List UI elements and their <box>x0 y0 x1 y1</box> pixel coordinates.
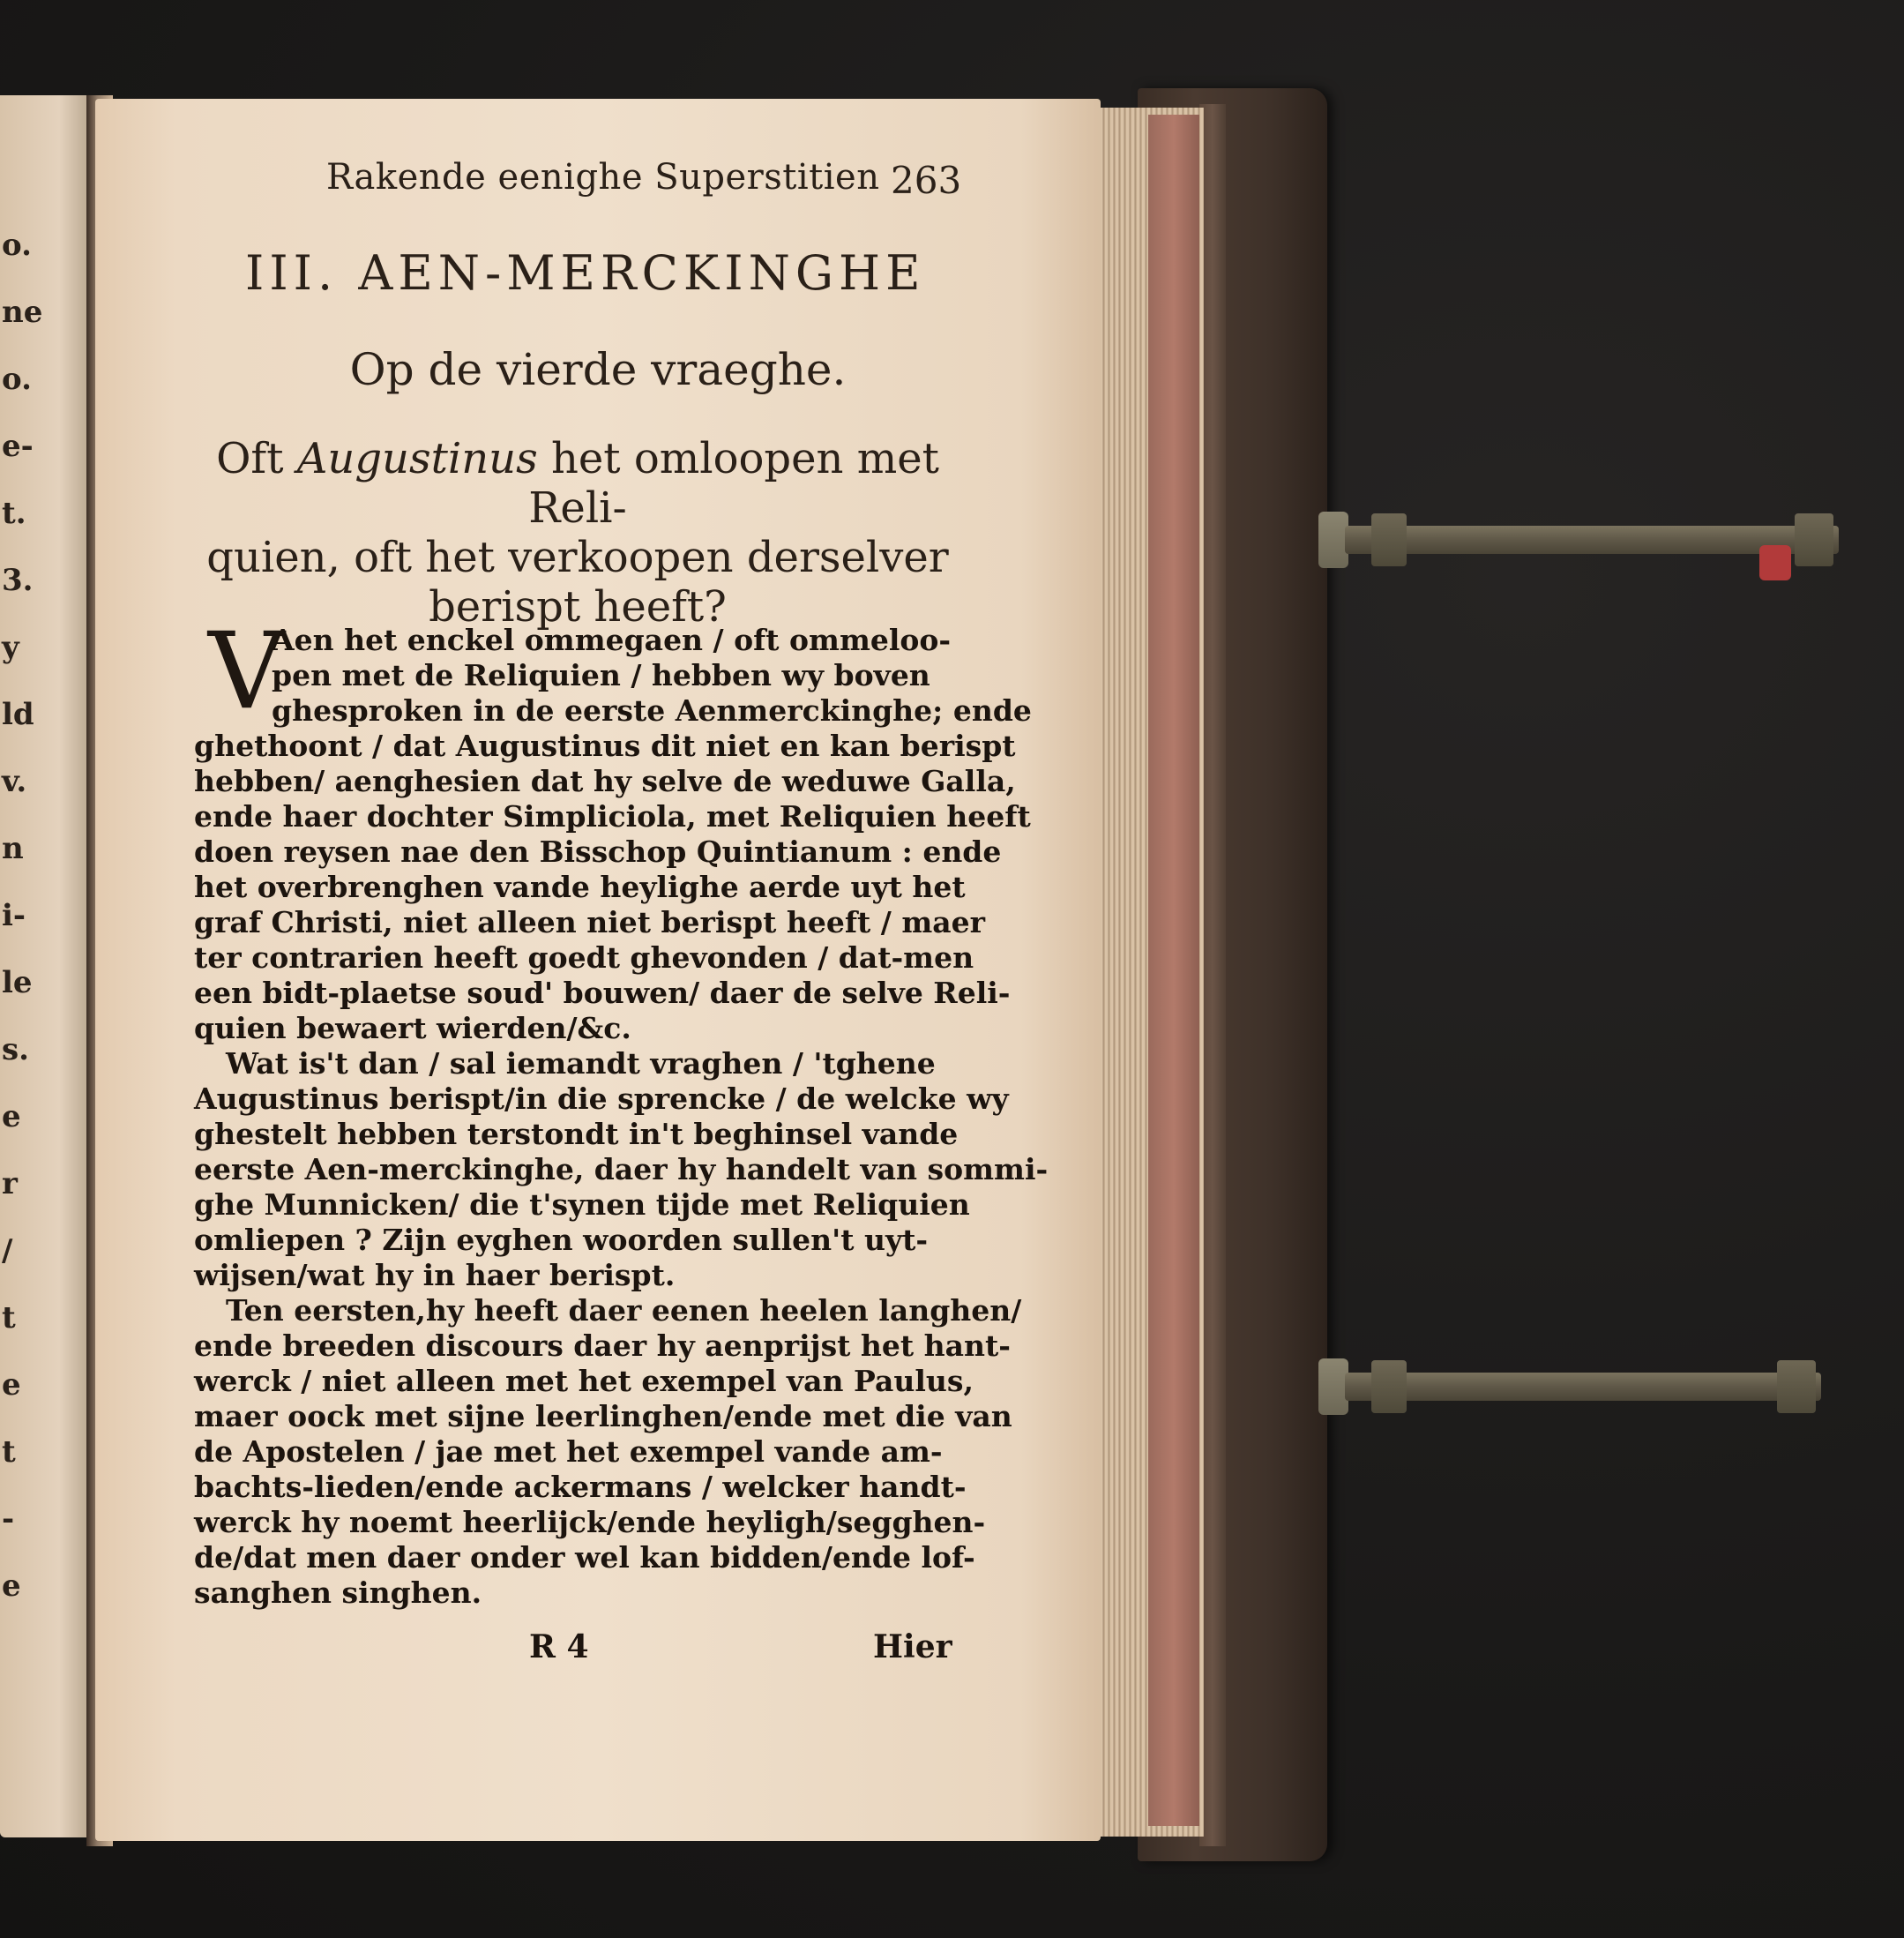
body-line: pen met de Reliquien / hebben wy boven <box>272 658 930 692</box>
left-page-fragment: ne <box>2 295 43 330</box>
left-page-fragment: t <box>2 1434 16 1470</box>
body-line: ghe Munnicken/ die t'synen tijde met Reliquien <box>194 1187 970 1222</box>
body-line: Ten eersten,hy heeft daer eenen heelen langhen/ <box>226 1293 1022 1328</box>
left-page-fragment: e <box>2 1367 21 1403</box>
left-page-fragment: t. <box>2 496 26 531</box>
upper-clasp-hinge <box>1318 512 1348 568</box>
body-line: quien bewaert wierden/&c. <box>194 1011 631 1045</box>
body-line: ende haer dochter Simpliciola, met Reliquien heeft <box>194 799 1031 834</box>
left-page-fragment: - <box>2 1501 15 1537</box>
left-page-fragment: r <box>2 1166 18 1201</box>
left-page-fragment: e <box>2 1568 21 1604</box>
lower-clasp-hinge <box>1318 1358 1348 1415</box>
left-page-fragment: ld <box>2 697 34 732</box>
question-line-3: berispt heeft? <box>429 582 727 632</box>
body-line: de/dat men daer onder wel kan bidden/ende lof- <box>194 1540 975 1575</box>
subheading: Op de vierde vraeghe. <box>349 344 847 395</box>
body-line: het overbrenghen vande heylighe aerde uyt het <box>194 870 966 904</box>
signature-mark: R 4 <box>529 1628 589 1665</box>
body-line: maer oock met sijne leerlinghen/ende met die van <box>194 1399 1012 1433</box>
page-number: 263 <box>891 159 962 202</box>
body-line: hebben/ aenghesien dat hy selve de weduwe Galla, <box>194 764 1016 798</box>
body-line: een bidt-plaetse soud' bouwen/ daer de selve Reli- <box>194 976 1011 1010</box>
body-line: ende breeden discours daer hy aenprijst het hant- <box>194 1328 1011 1363</box>
red-mark <box>1759 545 1791 580</box>
lower-clasp-end <box>1777 1360 1816 1413</box>
body-line: ter contrarien heeft goedt ghevonden / dat-men <box>194 940 974 975</box>
question-rest: het omloopen met Reli- <box>528 434 939 533</box>
body-line: wijsen/wat hy in haer berispt. <box>194 1258 676 1292</box>
question-name: Augustinus <box>296 434 538 483</box>
left-page-fragment: e <box>2 1099 21 1134</box>
upper-clasp-end <box>1795 513 1833 566</box>
body-line: Aen het enckel ommegaen / oft ommeloo- <box>272 623 952 657</box>
left-page-fragment: v. <box>2 764 27 799</box>
body-line: bachts-lieden/ende ackermans / welcker handt- <box>194 1470 967 1504</box>
body-line: doen reysen nae den Bisschop Quintianum : ende <box>194 834 1002 869</box>
left-page-fragment: 3. <box>2 563 34 598</box>
question-line-2: quien, oft het verkoopen derselver <box>206 533 949 582</box>
section-heading: III. AEN-MERCKINGHE <box>245 245 926 301</box>
drop-cap: V <box>208 610 285 733</box>
upper-clasp-knob <box>1371 513 1407 566</box>
body-line: ghestelt hebben terstondt in't beghinsel vande <box>194 1117 959 1151</box>
left-page-fragment: s. <box>2 1032 29 1067</box>
lower-clasp-knob <box>1371 1360 1407 1413</box>
body-line: ghethoont / dat Augustinus dit niet en kan berispt <box>194 729 1016 763</box>
body-line: ghesproken in de eerste Aenmerckinghe; ende <box>272 693 1032 728</box>
body-line: de Apostelen / jae met het exempel vande am- <box>194 1434 943 1469</box>
catchword: Hier <box>873 1628 952 1665</box>
left-page-fragment: i- <box>2 898 26 933</box>
left-page-fragment: n <box>2 831 24 866</box>
left-page-fragment: o. <box>2 362 32 397</box>
left-page-fragment: / <box>2 1233 13 1268</box>
question-prefix: Oft <box>216 434 297 483</box>
left-page-fragment: t <box>2 1300 16 1336</box>
left-page-fragment: y <box>2 630 19 665</box>
lower-clasp <box>1318 1358 1839 1415</box>
lower-clasp-bar <box>1345 1373 1821 1401</box>
body-text <box>194 623 1049 1611</box>
body-line: Wat is't dan / sal iemandt vraghen / 'tghene <box>226 1046 936 1081</box>
body-line: eerste Aen-merckinghe, daer hy handelt van sommi- <box>194 1152 1049 1186</box>
body-line: graf Christi, niet alleen niet berispt heeft / maer <box>194 905 985 939</box>
left-page-fragment: e- <box>2 429 34 464</box>
running-head: Rakende eenighe Superstitien <box>326 157 880 198</box>
body-line: omliepen ? Zijn eyghen woorden sullen't uyt- <box>194 1223 929 1257</box>
body-line: werck / niet alleen met het exempel van Paulus, <box>194 1364 974 1398</box>
left-page-fragment: le <box>2 965 33 1000</box>
question-heading <box>198 434 957 632</box>
body-line: werck hy noemt heerlijck/ende heyligh/segghen- <box>194 1505 986 1539</box>
body-line: Augustinus berispt/in die sprencke / de welcke wy <box>194 1081 1009 1116</box>
left-page-fragment: o. <box>2 228 32 263</box>
body-line: sanghen singhen. <box>194 1575 482 1610</box>
